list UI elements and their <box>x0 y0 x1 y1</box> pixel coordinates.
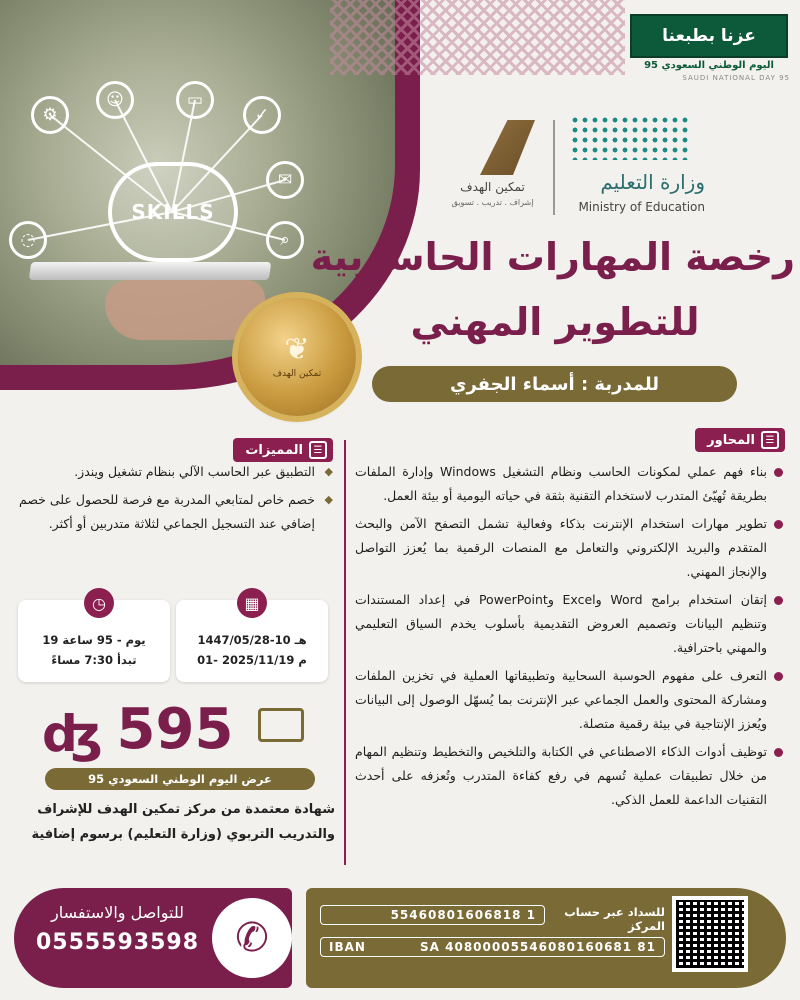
list-icon: ☰ <box>309 441 327 459</box>
course-title: رخصة المهارات الحاسوبية <box>310 235 795 279</box>
offer-badge: عرض اليوم الوطني السعودي 95 <box>45 768 315 790</box>
ministry-arabic: وزارة التعليم <box>600 170 705 194</box>
list-item: ◆ خصم خاص لمتابعي المدربة مع فرصة للحصول على خصم إضافي عند التسجيل الجماعي لثلاثة متدربين أو أكثر. <box>15 488 333 536</box>
ministry-english: Ministry of Education <box>578 200 705 214</box>
certificate-note: شهادة معتمدة من مركز تمكين الهدف للإشراف والتدريب التربوي (وزارة التعليم) برسوم إضافية <box>31 802 335 842</box>
clock-icon: ◷ <box>84 588 114 618</box>
course-subtitle: للتطوير المهني <box>410 300 700 344</box>
contact-label: للتواصل والاستفسار <box>51 903 184 922</box>
user-icon: ☺ <box>96 81 134 119</box>
contact-phone[interactable]: 0555593598 <box>35 930 200 955</box>
medal-text: تمكين الهدف <box>272 369 322 379</box>
features-header-label: المميزات <box>245 442 303 458</box>
center-tagline: إشراف . تدريب . تسويق <box>451 198 534 207</box>
currency-symbol: ʤ <box>42 705 103 763</box>
price-amount: 595 <box>116 697 234 762</box>
logo-separator <box>553 120 555 215</box>
iban-field <box>320 937 665 957</box>
list-item: التعرف على مفهوم الحوسبة السحابية وتطبيقاتها العملية في تخزين الملفات ومشاركة المحتوى والعمل الجماعي عبر الإنترنت بما يُسهّل الوصول إلى البيانات ويُعزز الإنتاجية في بيئة رقمية متصلة. <box>355 664 783 736</box>
payment-card-icon <box>258 708 304 742</box>
national-day-logo: عزنا بطبعنا <box>630 14 788 58</box>
trainer-badge: للمدربة : أسماء الجفري <box>372 366 737 402</box>
features-list <box>15 460 333 540</box>
check-icon: ✓ <box>243 96 281 134</box>
axes-header-label: المحاور <box>707 432 755 448</box>
calendar-icon: ▦ <box>237 588 267 618</box>
national-day-subtitle: اليوم الوطني السعودي 95 <box>644 60 774 71</box>
axes-list <box>355 460 783 816</box>
list-item: بناء فهم عملي لمكونات الحاسب ونظام التشغيل Windows وإدارة الملفات بطريقة تُهيّئ المتدرب لاستخدام التقنية بثقة في حياته اليومية أو بيئة العمل. <box>355 460 783 508</box>
sadu-ornament <box>330 0 625 75</box>
duration-line2: تبدأ 7:30 مساءً <box>51 653 137 667</box>
tablet-icon: ▭ <box>176 81 214 119</box>
iban-label: IBAN <box>329 940 366 954</box>
features-header <box>233 438 333 462</box>
mail-icon: ✉ <box>266 161 304 199</box>
skills-circle: SKILLS <box>108 162 238 262</box>
search-icon: ⌕ <box>266 221 304 259</box>
center-logo-icon <box>480 120 535 175</box>
ministry-logo-icon <box>570 115 690 160</box>
payment-label: للسداد عبر حساب المركز <box>564 905 665 933</box>
section-divider <box>344 440 346 865</box>
medal-logo-icon: ❦ <box>284 332 310 367</box>
tablet-device <box>29 262 272 280</box>
dates-line2: 01- 2025/11/19 م <box>197 653 307 667</box>
duration-line1: 19 يوم - 95 ساعة <box>42 633 146 647</box>
qr-code[interactable] <box>672 896 748 972</box>
whatsapp-icon[interactable]: ✆ <box>212 898 292 978</box>
gears-icon: ⚙ <box>31 96 69 134</box>
list-item: ◆ التطبيق عبر الحاسب الآلي بنظام تشغيل ويندز. <box>15 460 333 484</box>
list-item: توظيف أدوات الذكاء الاصطناعي في الكتابة والتلخيص والتخطيط وتنظيم المهام من خلال تطبيقات عملية تُسهم في رفع كفاءة المتدرب وتُعزفه على أحدث التقنيات الداعمة للعمل الذكي. <box>355 740 783 812</box>
dates-line1: 1447/05/28-10 هـ <box>197 633 307 647</box>
medal-badge <box>238 298 356 416</box>
center-name: تمكين الهدف <box>460 180 525 194</box>
account-number: 55460801606818 1 <box>320 905 545 925</box>
list-item: إتقان استخدام برامج Word وExcel وPowerPoint في إعداد المستندات وتنظيم البيانات وتصميم العروض التقديمية بأسلوب يخدم السياق التعليمي والمهني باحترافية. <box>355 588 783 660</box>
list-icon: ☰ <box>761 431 779 449</box>
hand <box>105 280 265 340</box>
axes-header <box>695 428 785 452</box>
national-day-english: SAUDI NATIONAL DAY 95 <box>682 74 790 82</box>
list-item: تطوير مهارات استخدام الإنترنت بذكاء وفعالية تشمل التصفح الآمن والبحث المتقدم والبريد الإلكتروني والتعامل مع المنصات الرقمية بما يُعزز التواصل والإنجاز المهني. <box>355 512 783 584</box>
iban-value: SA 40800005546080160681 81 <box>420 940 656 954</box>
circle-icon: ◌ <box>9 221 47 259</box>
